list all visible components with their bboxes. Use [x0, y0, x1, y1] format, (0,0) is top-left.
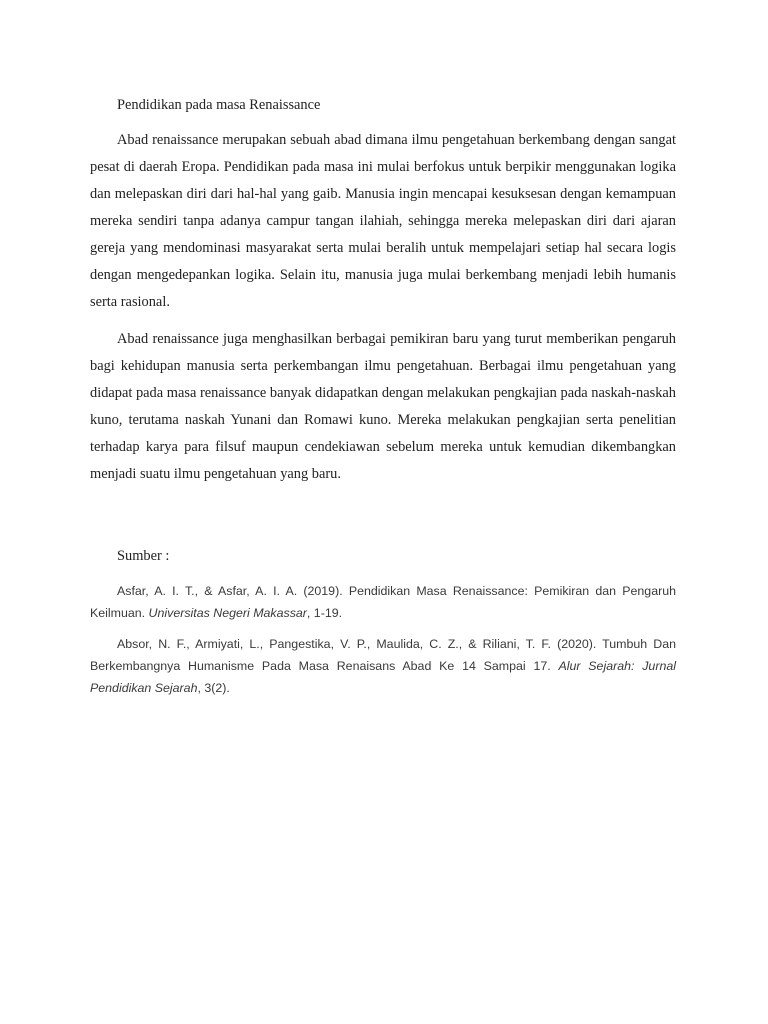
reference-2: [90, 633, 676, 699]
reference-2-authors-title: Absor, N. F., Armiyati, L., Pangestika, V. P., Maulida, C. Z., & Riliani, T. F. (2020). Tumbuh Dan Berkembangnya Humanisme Pada Masa Renaisans Abad Ke 14 Sampai 17.: [90, 637, 676, 673]
section-spacer: [90, 498, 676, 543]
reference-2-volume: , 3(2).: [197, 681, 230, 695]
reference-2-journal: Alur Sejarah: Jurnal Pendidikan Sejarah: [90, 659, 676, 695]
reference-1: [90, 580, 676, 624]
document-title: Pendidikan pada masa Renaissance: [117, 97, 321, 113]
document-body: [90, 92, 676, 708]
paragraph-1: Abad renaissance merupakan sebuah abad dimana ilmu pengetahuan berkembang dengan sangat pesat di daerah Eropa. Pendidikan pada masa ini mulai berfokus untuk berpikir menggunakan logika dan melepaskan diri dari hal-hal yang gaib. Manusia ingin mencapai kesuksesan dengan kemampuan mereka sendiri tanpa adanya campur tangan ilahiah, sehingga mereka melepaskan diri dari ajaran gereja yang mendominasi masyarakat serta mulai beralih untuk mempelajari setiap hal secara logis dengan mengedepankan logika. Selain itu, manusia juga mulai berkembang menjadi lebih humanis serta rasional.: [90, 132, 676, 310]
reference-1-authors-title: Asfar, A. I. T., & Asfar, A. I. A. (2019). Pendidikan Masa Renaissance: Pemikiran dan Pengaruh Keilmuan.: [90, 584, 676, 620]
reference-1-pages: , 1-19.: [306, 606, 343, 620]
sources-label: Sumber :: [117, 548, 170, 564]
paragraph-2: Abad renaissance juga menghasilkan berbagai pemikiran baru yang turut memberikan pengaruh bagi kehidupan manusia serta perkembangan ilmu pengetahuan. Berbagai ilmu pengetahuan yang didapat pada masa renaissance banyak didapatkan dengan melakukan pengkajian pada naskah-naskah kuno, terutama naskah Yunani dan Romawi kuno. Mereka melakukan pengkajian serta penelitian terhadap karya para filsuf maupun cendekiawan sebelum mereka untuk kemudian dikembangkan menjadi suatu ilmu pengetahuan yang baru.: [90, 331, 676, 482]
reference-1-publisher: Universitas Negeri Makassar: [148, 606, 307, 620]
